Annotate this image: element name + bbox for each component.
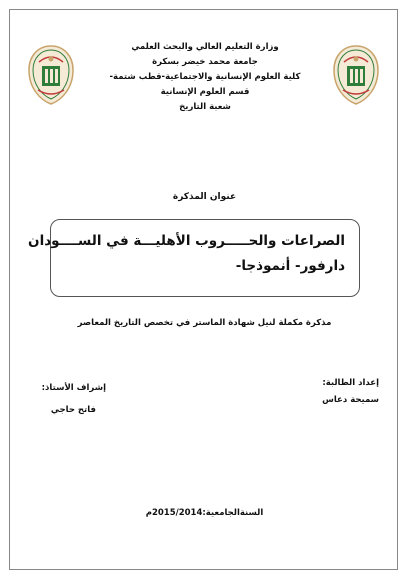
ministry-name: وزارة التعليم العالي والبحث العلمي: [131, 42, 279, 52]
section-name: شعبة التاريخ: [179, 102, 231, 112]
university-logo-left: [26, 44, 76, 106]
institution-header: [80, 40, 330, 115]
thesis-title-line2: دارفور- أنموذجا-: [235, 258, 345, 274]
thesis-subtitle: مذكرة مكملة لنيل شهادة الماستر في تخصص التاريخ المعاصر: [77, 318, 332, 328]
thesis-title-line1: الصراعات والحـــــروب الأهليـــة في الســــودان: [28, 233, 345, 249]
student-name: سميحة دعاس: [322, 395, 379, 405]
supervisor-label: إشراف الأستاذ:: [41, 383, 106, 393]
supervisor-name: فاتح حاجي: [50, 405, 96, 415]
department-name: قسم العلوم الإنسانية: [160, 87, 250, 97]
university-logo-right: [331, 44, 381, 106]
thesis-title-box: [28, 219, 360, 297]
academic-year: السنةالجامعية:2015/2014م: [145, 508, 264, 518]
faculty-name: كلية العلوم الإنسانية والاجتماعية-قطب شتمة-: [109, 72, 301, 82]
university-name: جامعة محمد خيضر بسكرة: [152, 57, 258, 67]
thesis-title-label: عنوان المذكرة: [172, 192, 237, 202]
student-label: إعداد الطالبة:: [322, 378, 379, 388]
